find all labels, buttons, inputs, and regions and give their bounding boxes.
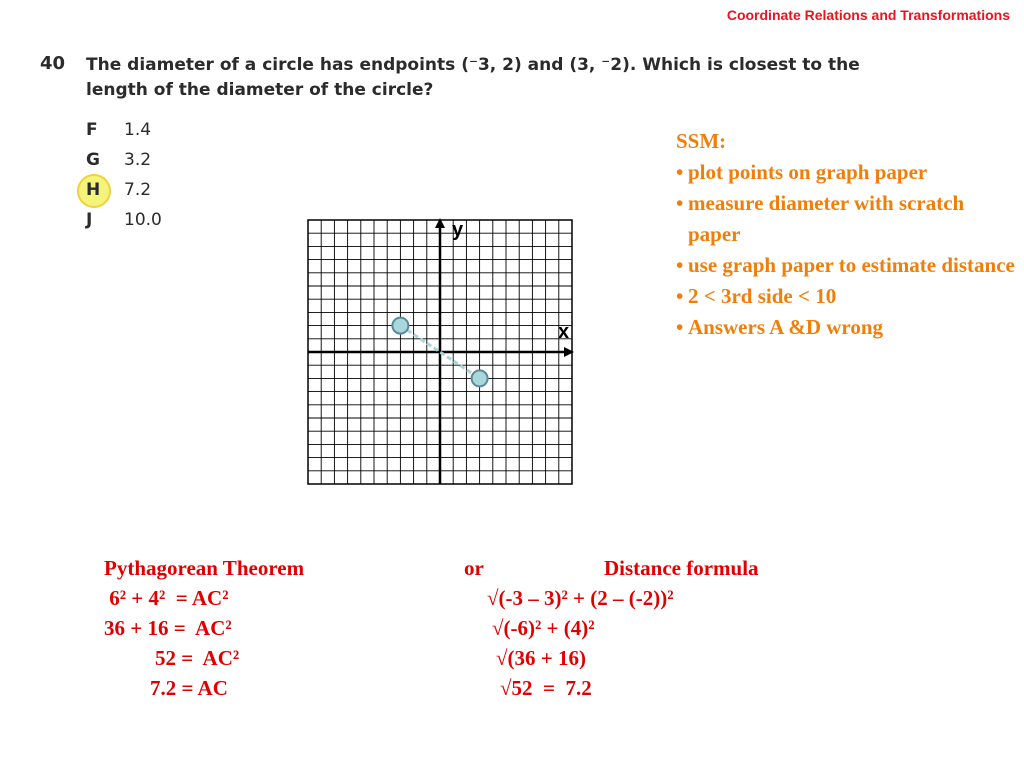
coordinate-grid <box>300 212 580 492</box>
ssm-item: • plot points on graph paper <box>676 157 1016 188</box>
pythagorean-step: 52 = AC² <box>155 646 240 670</box>
question-number: 40 <box>40 53 66 74</box>
slide-header-title: Coordinate Relations and Transformations <box>726 7 1010 23</box>
endpoint-1 <box>392 318 408 334</box>
pythagorean-step: 7.2 = AC <box>150 676 228 700</box>
choice-value: 7.2 <box>124 180 152 200</box>
ssm-list <box>676 157 1016 343</box>
choice-value: 3.2 <box>124 150 152 170</box>
coordinate-graph <box>300 212 580 492</box>
choice-letter: H <box>86 180 101 200</box>
ssm-item: • 2 < 3rd side < 10 <box>676 281 1016 312</box>
choice-letter: G <box>86 150 100 170</box>
distance-step: √(36 + 16) <box>496 646 586 670</box>
distance-step: √(-6)² + (4)² <box>492 616 595 640</box>
or-label: or <box>464 556 484 580</box>
ssm-title: SSM: <box>676 129 727 153</box>
endpoint-2 <box>472 370 488 386</box>
distance-formula-header: Distance formula <box>604 556 759 580</box>
ssm-item: • use graph paper to estimate distance <box>676 250 1016 281</box>
ssm-item: • measure diameter with scratch paper <box>676 188 1016 250</box>
distance-step: √(-3 – 3)² + (2 – (-2))² <box>487 586 674 610</box>
pythagorean-header: Pythagorean Theorem <box>104 556 305 580</box>
x-axis-label: x <box>558 321 570 343</box>
distance-step: √52 = 7.2 <box>500 676 592 700</box>
choice-letter: J <box>86 210 93 230</box>
choice-value: 10.0 <box>124 210 162 230</box>
choice-letter: F <box>86 120 98 140</box>
choice-value: 1.4 <box>124 120 152 140</box>
question-text: The diameter of a circle has endpoints (⁻3, 2) and (3, ⁻2). Which is closest to the length of the diameter of the circle? <box>86 55 860 100</box>
pythagorean-step: 6² + 4² = AC² <box>104 586 229 610</box>
ssm-item: • Answers A &D wrong <box>676 312 1016 343</box>
y-axis-label: y <box>452 219 464 241</box>
ssm-notes <box>676 126 1016 343</box>
pythagorean-step: 36 + 16 = AC² <box>104 616 232 640</box>
